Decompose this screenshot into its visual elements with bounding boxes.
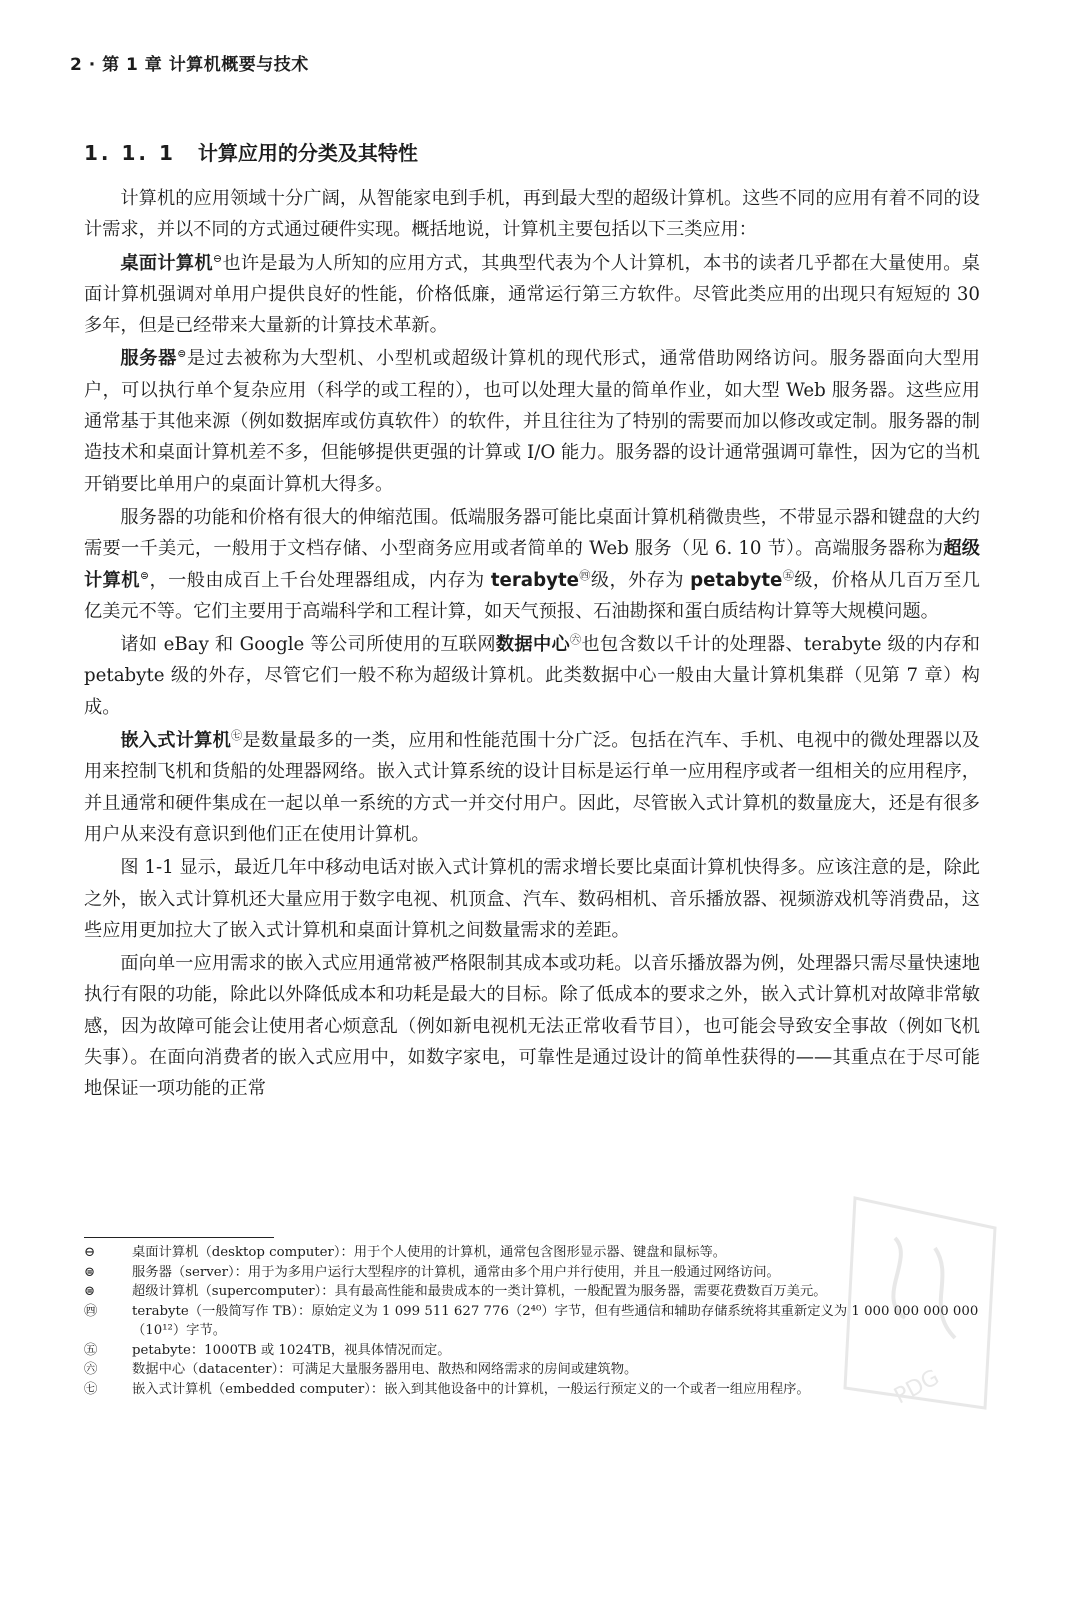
key-term: 桌面计算机 (120, 252, 213, 274)
footnote-rule (84, 1237, 274, 1238)
footnote-ref: ㊆ (231, 728, 243, 742)
key-term: 嵌入式计算机 (120, 730, 232, 752)
paragraph-text: ，一般由成百上千台处理器组成，内存为 (149, 569, 491, 591)
paragraph-text: 计算机的应用领域十分广阔，从智能家电到手机，再到最大型的超级计算机。这些不同的应用有着不同的设计需求，并以不同的方式通过硬件实现。概括地说，计算机主要包括以下三类应用： (84, 188, 980, 241)
footnote-ref: ⊖ (212, 251, 223, 265)
footnote-marker: ㊃ (84, 1303, 98, 1319)
footnote-marker: ⊜ (84, 1264, 96, 1280)
key-term: petabyte (690, 569, 783, 591)
footnote (84, 1341, 984, 1361)
paragraph-text: 级，价格从几百万至几亿美元不等。它们主要用于高端科学和工程计算，如天气预报、石油勘探和蛋白质结构计算等大规模问题。 (84, 569, 980, 622)
footnote-text: 超级计算机（supercomputer）：具有最高性能和最贵成本的一类计算机，一般配置为服务器，需要花费数百万美元。 (132, 1284, 827, 1299)
key-term: 超级计算机 (84, 538, 980, 591)
footnote-marker: ㊅ (84, 1362, 98, 1377)
footnote-ref: ⊜ (177, 347, 187, 361)
paragraph-text: 级，外存为 (590, 569, 691, 591)
paragraph (84, 248, 980, 342)
paragraph-text: 面向单一应用需求的嵌入式应用通常被严格限制其成本或功耗。以音乐播放器为例，处理器只需尽量快速地执行有限的功能，除此以外降低成本和功耗是最大的目标。除了低成本的要求之外，嵌入式计算机对故障非常敏感，因为故障可能会让使用者心烦意乱（例如新电视机无法正常收看节目），也可能会导致安全事故（例如飞机失事）。在面向消费者的嵌入式应用中，如数字家电，可靠性是通过设计的简单性获得的——其重点在于尽可能地保证一项功能的正常 (84, 953, 980, 1100)
section-title: 计算应用的分类及其特性 (197, 141, 418, 165)
section-number: 1. 1. 1 (84, 141, 176, 165)
paragraph (84, 852, 980, 946)
footnote (84, 1282, 984, 1302)
footnote-ref: ⊜ (139, 568, 150, 582)
paragraph (84, 183, 980, 246)
footnote-text: 嵌入式计算机（embedded computer）：嵌入到其他设备中的计算机，一般运行预定义的一个或者一组应用程序。 (132, 1381, 810, 1397)
paragraph (84, 725, 980, 850)
paragraph (84, 502, 980, 627)
footnote-ref: ㊅ (570, 633, 582, 647)
footnote-text: 数据中心（datacenter）：可满足大量服务器用电、散热和网络需求的房间或建筑物。 (132, 1362, 638, 1377)
footnote (84, 1360, 984, 1380)
key-term: 数据中心 (495, 634, 571, 656)
footnote (84, 1380, 984, 1400)
paragraph-text: 是数量最多的一类，应用和性能范围十分广泛。包括在汽车、手机、电视中的微处理器以及用来控制飞机和货船的处理器网络。嵌入式计算系统的设计目标是运行单一应用程序或者一组相关的应用程序，并且通常和硬件集成在一起以单一系统的方式一并交付用户。因此，尽管嵌入式计算机的数量庞大，还是有很多用户从来没有意识到他们正在使用计算机。 (84, 730, 980, 845)
paragraph-text: 服务器的功能和价格有很大的伸缩范围。低端服务器可能比桌面计算机稍微贵些，不带显示器和键盘的大约需要一千美元，一般用于文档存储、小型商务应用或者简单的 Web 服务（见 6. 10 节）。高端服务器称为 (84, 506, 980, 560)
paragraph-text: 是过去被称为大型机、小型机或超级计算机的现代形式，通常借助网络访问。服务器面向大型用户，可以执行单个复杂应用（科学的或工程的），也可以处理大量的简单作业，如大型 Web 服务器。这些应用通常基于其他来源（例如数据库或仿真软件）的软件，并且往往为了特别的需要而加以修改或定制。服务器的制造技术和桌面计算机差不多，但能够提供更强的计算或 I/O 能力。服务器的设计通常强调可靠性，因为它的当机开销要比单用户的桌面计算机大得多。 (84, 348, 980, 495)
body-text (84, 183, 980, 1107)
key-term: 服务器 (120, 348, 178, 370)
footnote (84, 1263, 984, 1283)
footnote-marker: ⊜ (84, 1284, 96, 1299)
footnote-text: terabyte（一般简写作 TB）：原始定义为 1 099 511 627 776（2⁴⁰）字节，但有些通信和辅助存储系统将其重新定义为 1 000 000 000 000（10¹²）字节。 (132, 1303, 979, 1338)
footnotes (84, 1243, 984, 1399)
section-heading (84, 137, 418, 166)
paragraph-text: 也许是最为人所知的应用方式，其典型代表为个人计算机，本书的读者几乎都在大量使用。桌面计算机强调对单用户提供良好的性能，价格低廉，通常运行第三方软件。尽管此类应用的出现只有短短的 30 多年，但是已经带来大量新的计算技术革新。 (84, 252, 980, 337)
paragraph-text: 诸如 eBay 和 Google 等公司所使用的互联网 (120, 634, 496, 656)
watermark-text: PDG (890, 1365, 944, 1410)
running-head: 2 · 第 1 章 计算机概要与技术 (70, 55, 309, 75)
footnote (84, 1243, 984, 1263)
footnote (84, 1302, 984, 1341)
footnote-ref: ㊄ (782, 568, 795, 582)
footnote-text: 服务器（server）：用于为多用户运行大型程序的计算机，通常由多个用户并行使用，并且一般通过网络访问。 (132, 1264, 780, 1280)
key-term: terabyte (490, 569, 579, 591)
footnote-ref: ㊃ (579, 568, 591, 582)
footnote-text: petabyte：1000TB 或 1024TB，视具体情况而定。 (132, 1342, 451, 1358)
paragraph-text: 也包含数以千计的处理器、terabyte 级的内存和 petabyte 级的外存，尽管它们一般不称为超级计算机。此类数据中心一般由大量计算机集群（见第 7 章）构成。 (84, 634, 980, 718)
paragraph (84, 629, 980, 723)
footnote-marker: ㊄ (84, 1342, 98, 1358)
paragraph (84, 948, 980, 1104)
footnote-marker: ⊖ (84, 1245, 96, 1260)
footnote-marker: ㊆ (84, 1381, 98, 1397)
paragraph (84, 343, 980, 499)
footnote-text: 桌面计算机（desktop computer）：用于个人使用的计算机，通常包含图形显示器、键盘和鼠标等。 (132, 1245, 727, 1260)
paragraph-text: 图 1-1 显示，最近几年中移动电话对嵌入式计算机的需求增长要比桌面计算机快得多。应该注意的是，除此之外，嵌入式计算机还大量应用于数字电视、机顶盒、汽车、数码相机、音乐播放器、视频游戏机等消费品，这些应用更加拉大了嵌入式计算机和桌面计算机之间数量需求的差距。 (84, 857, 980, 941)
